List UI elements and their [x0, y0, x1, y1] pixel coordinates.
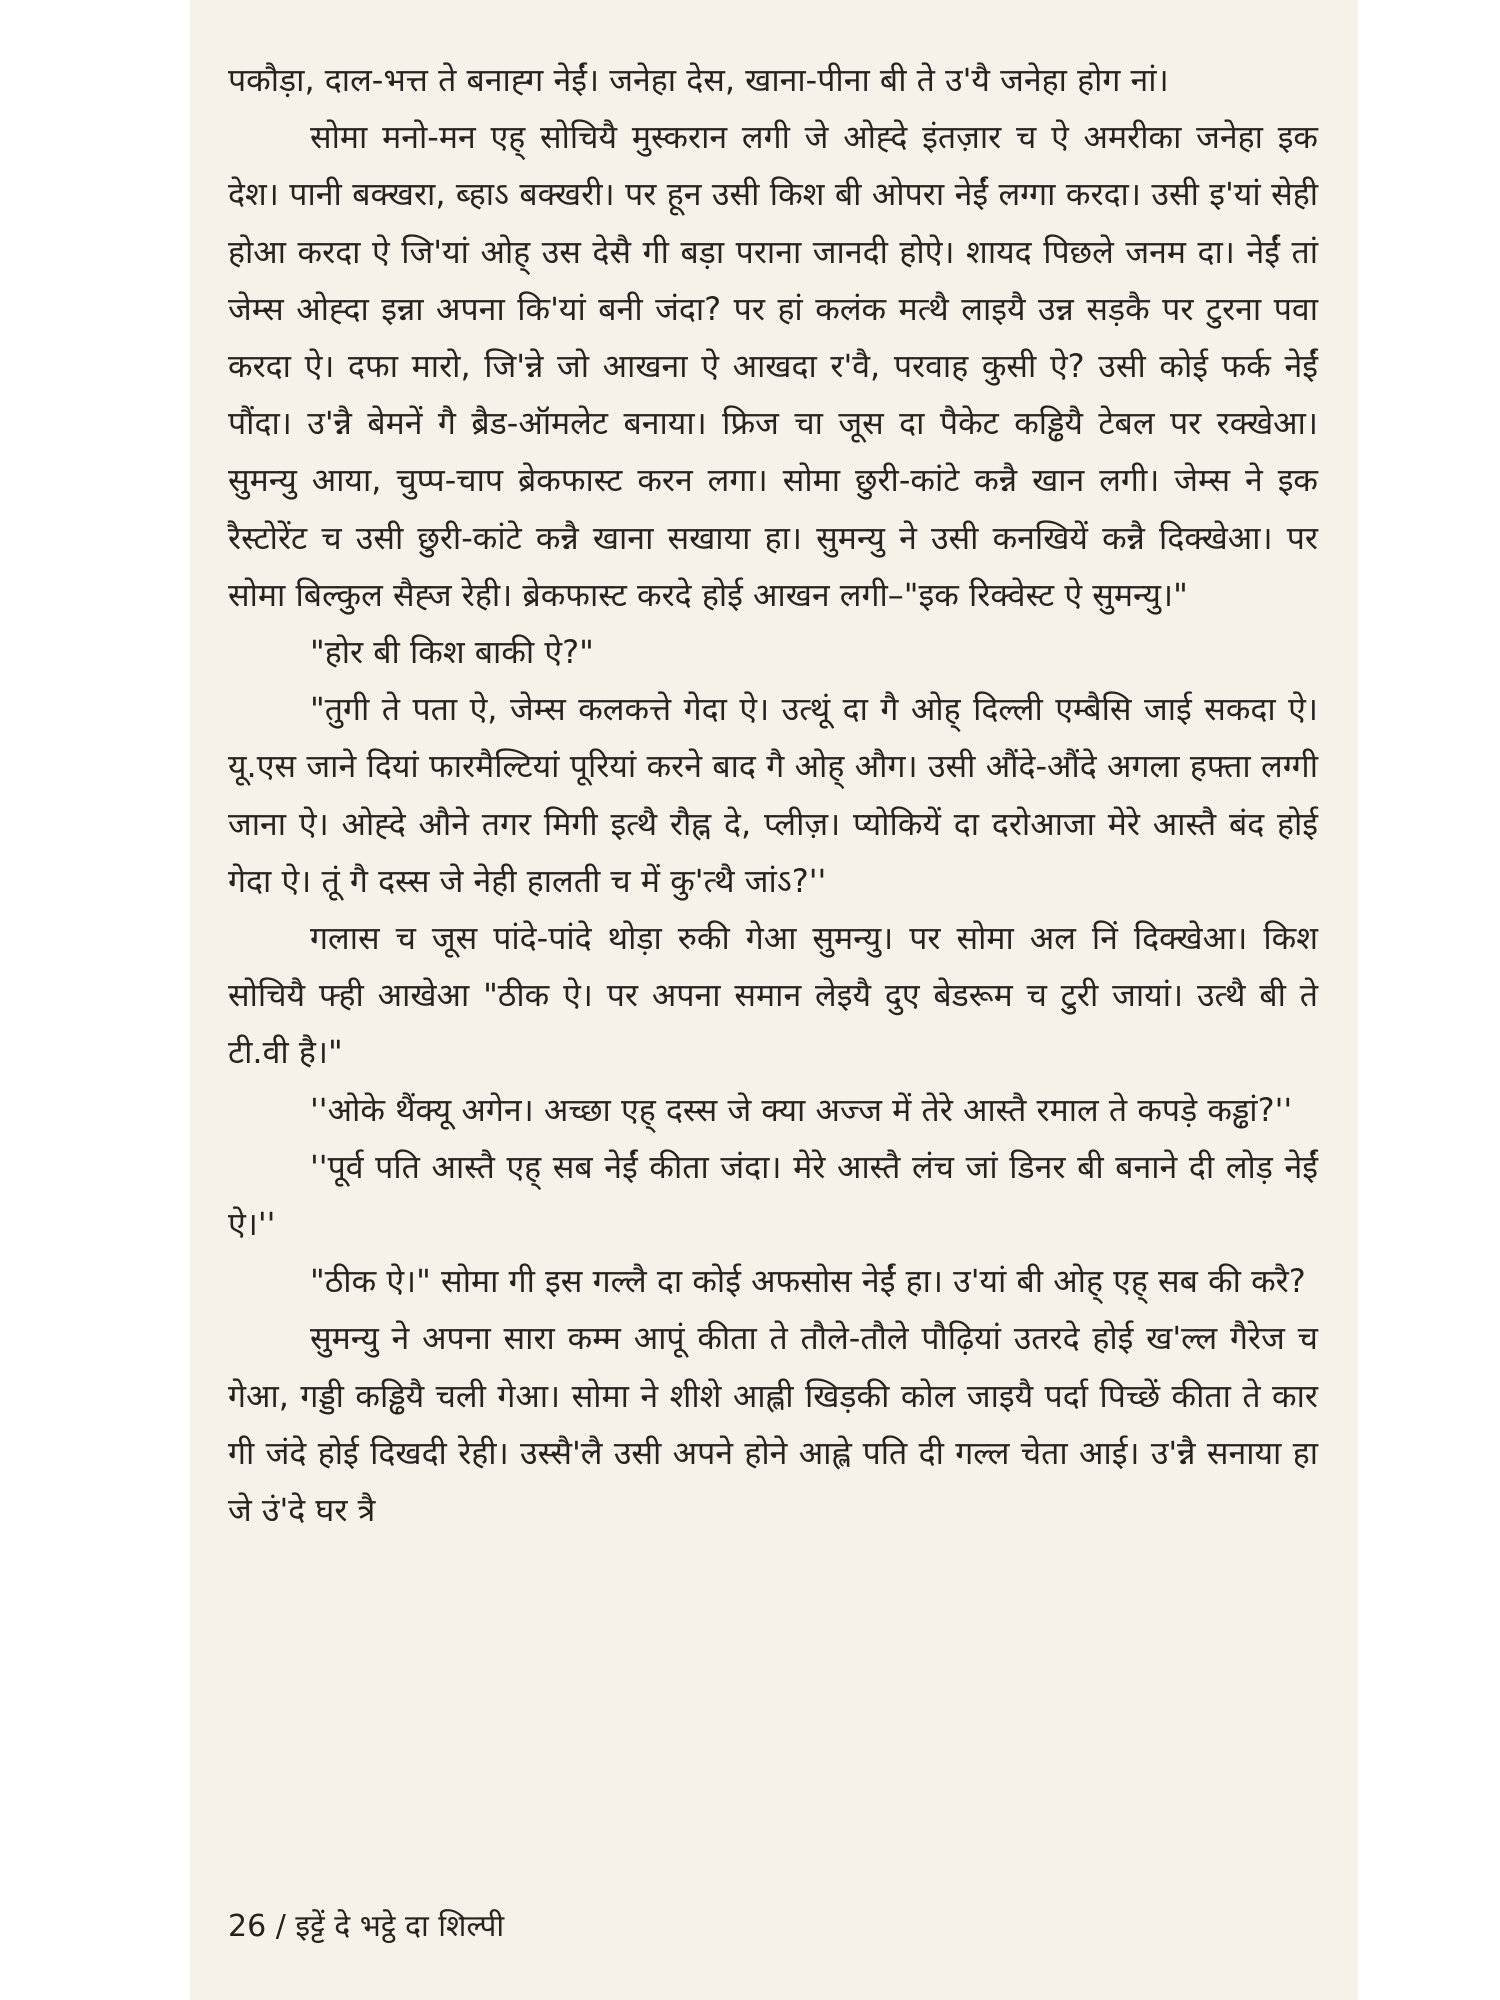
paragraph-9: सुमन्यु ने अपना सारा कम्म आपूं कीता ते तौले-तौले पौढ़ियां उतरदे होई ख'ल्ल गैरेज च गेआ, गड्डी कड्ढियै चली गेआ। सोमा ने शीशे आह्ली खिड़की कोल जाइयै पर्दा पिच्छें कीता ते कार गी जंदे होई दिखदी रेही। उस्सै'लै उसी अपने होने आह्ले पति दी गल्ल चेता आई। उ'न्नै सनाया हा जे उं'दे घर त्रै: [228, 1319, 1318, 1530]
book-page: [190, 0, 1358, 2000]
paragraph-4: "तुगी ते पता ऐ, जेम्स कलकत्ते गेदा ऐ। उत्थूं दा गै ओह् दिल्ली एम्बैसि जाई सकदा ऐ। यू.एस जाने दियां फारमैल्टियां पूरियां करने बाद गै ओह् औग। उसी औंदे-औंदे अगला हफ्ता लग्गी जाना ऐ। ओह्दे औने तगर मिगी इत्थै रौह्न दे, प्लीज़। प्योकियें दा दरोआजा मेरे आस्तै बंद होई गेदा ऐ। तूं गै दस्स जे नेही हालती च में कु'त्थै जांऽ?'': [228, 690, 1318, 900]
paragraph-2: सोमा मनो-मन एह् सोचियै मुस्करान लगी जे ओह्दे इंतज़ार च ऐ अमरीका जनेहा इक देश। पानी बक्खरा, ब्हाऽ बक्खरी। पर हून उसी किश बी ओपरा नेईं लग्गा करदा। उसी इ'यां सेही होआ करदा ऐ जि'यां ओह् उस देसै गी बड़ा पराना जानदी होऐ। शायद पिछले जनम दा। नेईं तां जेम्स ओह्दा इन्ना अपना कि'यां बनी जंदा? पर हां कलंक मत्थै लाइयै उन्न सड़कै पर टुरना पवा करदा ऐ। दफा मारो, जि'न्ने जो आखना ऐ आखदा र'वै, परवाह कुसी ऐ? उसी कोई फर्क नेईं पौंदा। उ'न्नै बेमनें गै ब्रैड-ऑमलेट बनाया। फ्रिज चा जूस दा पैकेट कड्ढियै टेबल पर रक्खेआ। सुमन्यु आया, चुप्प-चाप ब्रेकफास्ट करन लगा। सोमा छुरी-कांटे कन्नै खान लगी। जेम्स ने इक रैस्टोरेंट च उसी छुरी-कांटे कन्नै खाना सखाया हा। सुमन्यु ने उसी कनखियें कन्नै दिक्खेआ। पर सोमा बिल्कुल सैह्ज रेही। ब्रेकफास्ट करदे होई आखन लगी–"इक रिक्वेस्ट ऐ सुमन्यु।": [228, 118, 1318, 614]
paragraph-6: ''ओके थैंक्यू अगेन। अच्छा एह् दस्स जे क्या अज्ज में तेरे आस्तै रमाल ते कपड़े कड्ढां?'': [310, 1090, 1293, 1129]
paragraph-8: "ठीक ऐ।" सोमा गी इस गल्लै दा कोई अफसोस नेईं हा। उ'यां बी ओह् एह् सब की करै?: [310, 1262, 1306, 1301]
paragraph-1: पकौड़ा, दाल-भत्त ते बनाह्ग नेईं। जनेहा देस, खाना-पीना बी ते उ'यै जनेहा होग नां।: [228, 61, 1169, 99]
page-text: [228, 52, 1318, 1539]
paragraph-3: "होर बी किश बाकी ऐ?": [310, 633, 594, 672]
paragraph-7: ''पूर्व पति आस्तै एह् सब नेईं कीता जंदा। मेरे आस्तै लंच जां डिनर बी बनाने दी लोड़ नेईं ऐ।'': [228, 1147, 1318, 1244]
paragraph-5: गलास च जूस पांदे-पांदे थोड़ा रुकी गेआ सुमन्यु। पर सोमा अल निं दिक्खेआ। किश सोचियै फ्ही आखेआ "ठीक ऐ। पर अपना समान लेइयै दुए बेडरूम च टुरी जायां। उत्थै बी ते टी.वी है।": [228, 919, 1318, 1072]
page-footer: 26 / इट्टें दे भट्ठे दा शिल्पी: [228, 1909, 505, 1944]
